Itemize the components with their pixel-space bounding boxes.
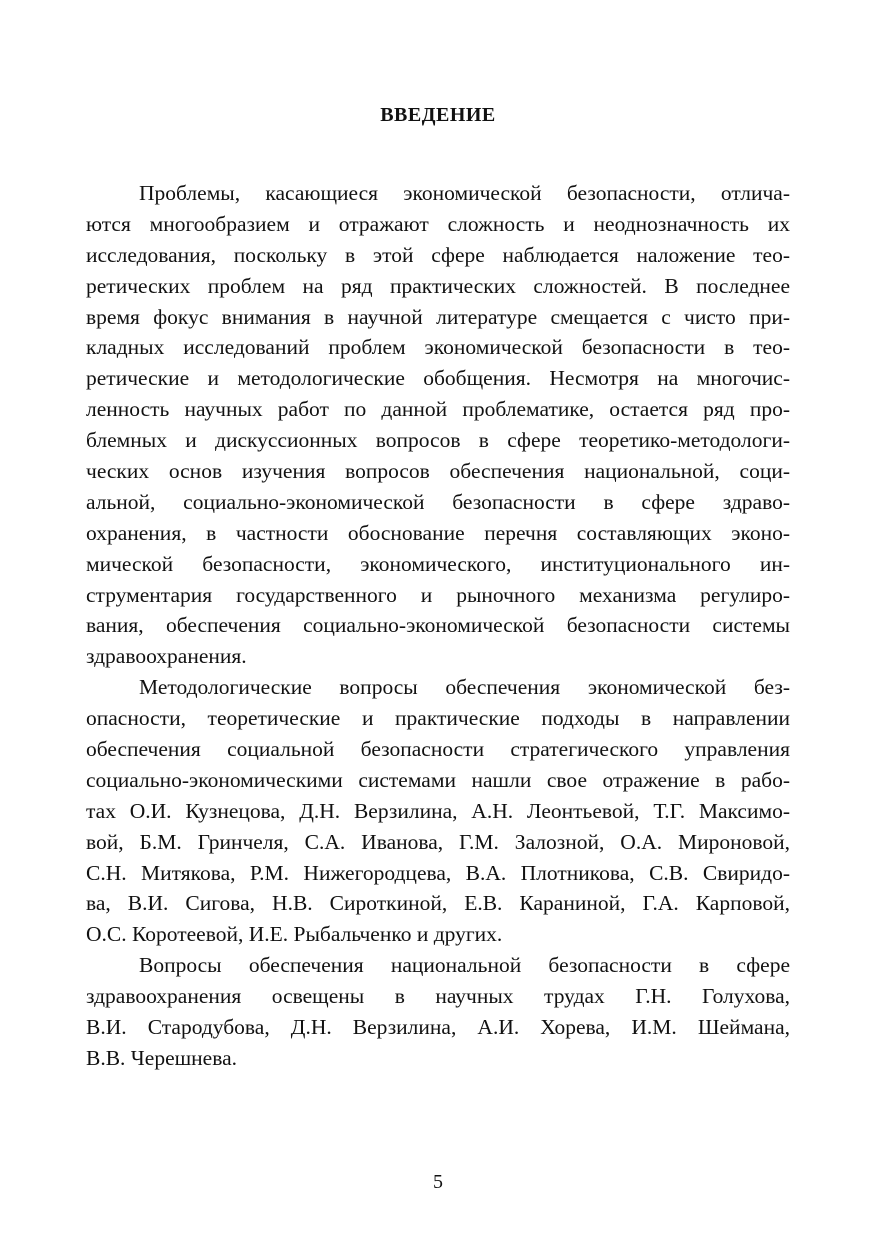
text-line: С.Н. Митякова, Р.М. Нижегородцева, В.А. Плотникова, С.В. Свиридо- [86, 860, 790, 885]
page-title: ВВЕДЕНИЕ [380, 104, 496, 126]
text-line: В.В. Черешнева. [86, 1045, 238, 1070]
text-line: вой, Б.М. Гринчеля, С.А. Иванова, Г.М. Залозной, О.А. Мироновой, [86, 829, 790, 854]
text-line: ются многообразием и отражают сложность и неоднозначность их [86, 211, 790, 236]
paragraph-3 [86, 950, 790, 1074]
paragraph-1 [86, 178, 790, 672]
text-line: социально-экономическими системами нашли свое отражение в рабо- [86, 767, 790, 792]
text-line: охранения, в частности обоснование перечня составляющих эконо- [86, 520, 790, 545]
text-line: ческих основ изучения вопросов обеспечения национальной, соци- [86, 459, 790, 484]
text-line: ретических проблем на ряд практических сложностей. В последнее [86, 273, 790, 298]
text-line: время фокус внимания в научной литературе смещается с чисто при- [86, 304, 790, 329]
text-line: кладных исследований проблем экономической безопасности в тео- [86, 335, 790, 360]
text-line: ва, В.И. Сигова, Н.В. Сироткиной, Е.В. Караниной, Г.А. Карповой, [86, 891, 790, 916]
text-line: Проблемы, касающиеся экономической безопасности, отлича- [139, 181, 790, 205]
page-number: 5 [433, 1171, 443, 1193]
text-line: струментария государственного и рыночного механизма регулиро- [86, 582, 790, 607]
text-line: здравоохранения. [86, 644, 247, 669]
text-line: Методологические вопросы обеспечения экономической без- [139, 675, 790, 700]
text-line: блемных и дискуссионных вопросов в сфере теоретико-методологи- [86, 428, 790, 453]
paragraph-2 [86, 672, 790, 950]
text-line: ленность научных работ по данной проблематике, остается ряд про- [86, 397, 790, 422]
text-line: исследования, поскольку в этой сфере наблюдается наложение тео- [86, 242, 790, 267]
text-line: вания, обеспечения социально-экономической безопасности системы [86, 613, 790, 638]
text-line: ретические и методологические обобщения. Несмотря на многочис- [86, 366, 790, 391]
text-line: мической безопасности, экономического, институционального ин- [86, 551, 790, 576]
text-line: обеспечения социальной безопасности стратегического управления [86, 737, 790, 762]
text-line: здравоохранения освещены в научных трудах Г.Н. Голухова, [86, 984, 790, 1009]
text-line: тах О.И. Кузнецова, Д.Н. Верзилина, А.Н. Леонтьевой, Т.Г. Максимо- [86, 798, 790, 823]
text-line: опасности, теоретические и практические подходы в направлении [86, 706, 790, 731]
body-text [86, 178, 790, 1074]
text-line: альной, социально-экономической безопасности в сфере здраво- [86, 489, 790, 514]
text-line: В.И. Стародубова, Д.Н. Верзилина, А.И. Хорева, И.М. Шеймана, [86, 1015, 790, 1040]
text-line: О.С. Коротеевой, И.Е. Рыбальченко и других. [86, 922, 503, 947]
text-line: Вопросы обеспечения национальной безопасности в сфере [139, 953, 790, 978]
